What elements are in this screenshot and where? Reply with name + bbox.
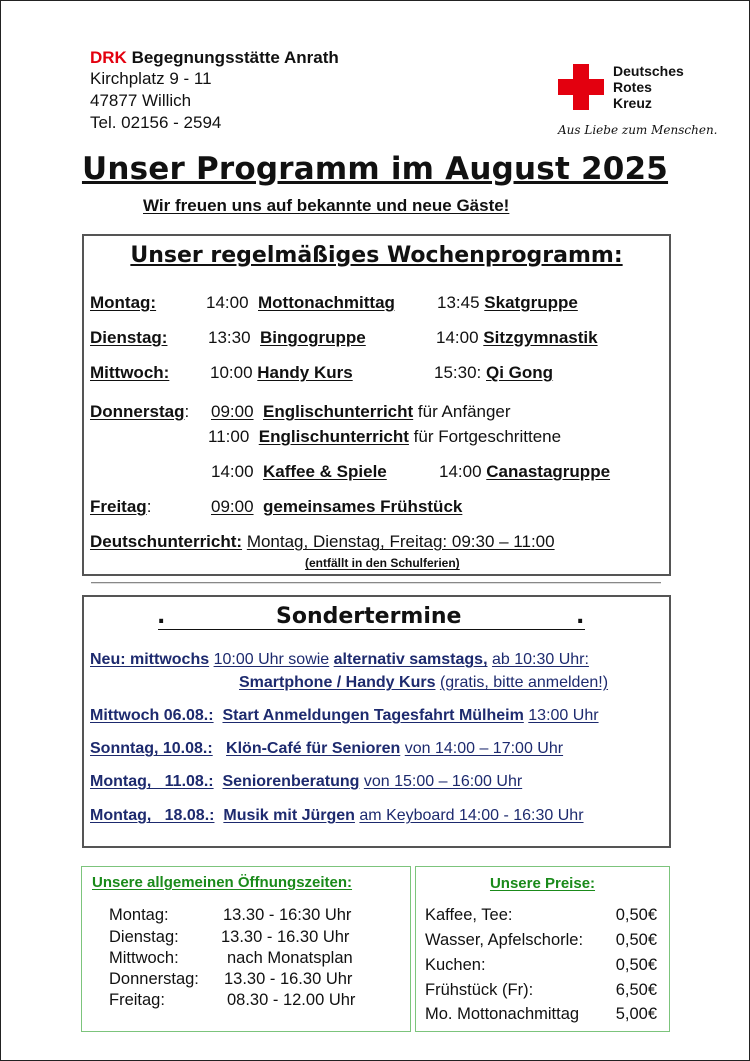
special-item-4: Montag, 11.08.: Seniorenberatung von 15:00 – 16:00 Uhr [90,773,523,790]
opening-time-1: 13.30 - 16:30 Uhr [223,906,352,924]
monday-event-1: 14:00 Mottonachmittag [206,293,395,312]
wednesday-label: Mittwoch: [90,363,170,382]
org-brand: DRK [90,48,127,67]
special-item-5: Montag, 18.08.: Musik mit Jürgen am Keyboard 14:00 - 16:30 Uhr [90,807,584,824]
price-value-1: 0,50€ [615,906,657,924]
opening-day-2: Dienstag: [109,928,179,946]
opening-time-4: 13.30 - 16.30 Uhr [224,970,353,988]
special-heading: Sondertermine [276,604,462,629]
red-cross-logo-icon [558,64,604,110]
thursday-event-3: 14:00 Kaffee & Spiele [211,462,387,481]
tuesday-event-2: 14:00 Sitzgymnastik [436,328,598,347]
weekly-heading: Unser regelmäßiges Wochenprogramm: [130,243,623,268]
address-street: Kirchplatz 9 - 11 [90,69,212,88]
friday-label: Freitag: [90,497,152,516]
opening-day-1: Montag: [109,906,169,924]
thursday-event-2: 11:00 Englischunterricht für Fortgeschrittene [208,427,562,446]
monday-label: Montag: [90,293,157,312]
special-heading-underline [158,629,585,630]
thursday-label: Donnerstag: [90,402,190,421]
price-item-2: Wasser, Apfelschorle: [425,931,584,949]
tuesday-event-1: 13:30 Bingogruppe [208,328,366,347]
wednesday-event-2: 15:30: Qi Gong [434,363,554,382]
price-item-5: Mo. Mottonachmittag [425,1005,580,1023]
opening-hours-heading: Unsere allgemeinen Öffnungszeiten: [92,874,353,891]
org-title: Begegnungsstätte Anrath [131,48,339,67]
special-item-1-course: Smartphone / Handy Kurs (gratis, bitte anmelden!) [239,674,609,691]
opening-time-3: nach Monatsplan [227,949,353,967]
opening-time-5: 08.30 - 12.00 Uhr [227,991,356,1009]
opening-day-5: Freitag: [109,991,165,1009]
page-subtitle: Wir freuen uns auf bekannte und neue Gäste! [143,196,510,215]
german-lessons-line: Deutschunterricht: Montag, Dienstag, Freitag: 09:30 – 11:00 [90,532,555,551]
price-item-4: Frühstück (Fr): [425,981,534,999]
logo-slogan: Aus Liebe zum Menschen. [558,123,718,137]
special-item-3: Sonntag, 10.08.: Klön-Café für Senioren von 14:00 – 17:00 Uhr [90,740,564,757]
opening-day-3: Mittwoch: [109,949,179,967]
german-lessons-note: (entfällt in den Schulferien) [305,556,460,570]
opening-time-2: 13.30 - 16.30 Uhr [221,928,350,946]
logo-line-1: Deutsches [613,63,684,79]
price-value-3: 0,50€ [615,956,657,974]
section-divider [91,582,661,584]
logo-line-3: Kreuz [613,95,652,111]
thursday-event-4: 14:00 Canastagruppe [439,462,611,481]
thursday-event-1: 09:00 Englischunterricht für Anfänger [211,402,511,421]
special-item-2: Mittwoch 06.08.: Start Anmeldungen Tagesfahrt Mülheim 13:00 Uhr [90,707,599,724]
opening-day-4: Donnerstag: [109,970,199,988]
price-value-2: 0,50€ [615,931,657,949]
logo-line-2: Rotes [613,79,652,95]
page-title: Unser Programm im August 2025 [81,151,669,187]
tuesday-label: Dienstag: [90,328,168,347]
price-item-3: Kuchen: [425,956,486,974]
prices-heading: Unsere Preise: [489,875,596,892]
address-city: 47877 Willich [90,91,192,110]
special-item-1: Neu: mittwochs 10:00 Uhr sowie alternativ samstags, ab 10:30 Uhr: [90,651,589,668]
price-value-5: 5,00€ [615,1005,657,1023]
wednesday-event-1: 10:00 Handy Kurs [210,363,353,382]
org-name [90,47,339,68]
price-value-4: 6,50€ [615,981,657,999]
special-heading-dot-left: . [157,604,166,629]
monday-event-2: 13:45 Skatgruppe [437,293,578,312]
friday-event-1: 09:00 gemeinsames Frühstück [211,497,463,516]
special-heading-dot-right: . [576,604,585,629]
price-item-1: Kaffee, Tee: [425,906,513,924]
phone-number: Tel. 02156 - 2594 [90,113,222,132]
